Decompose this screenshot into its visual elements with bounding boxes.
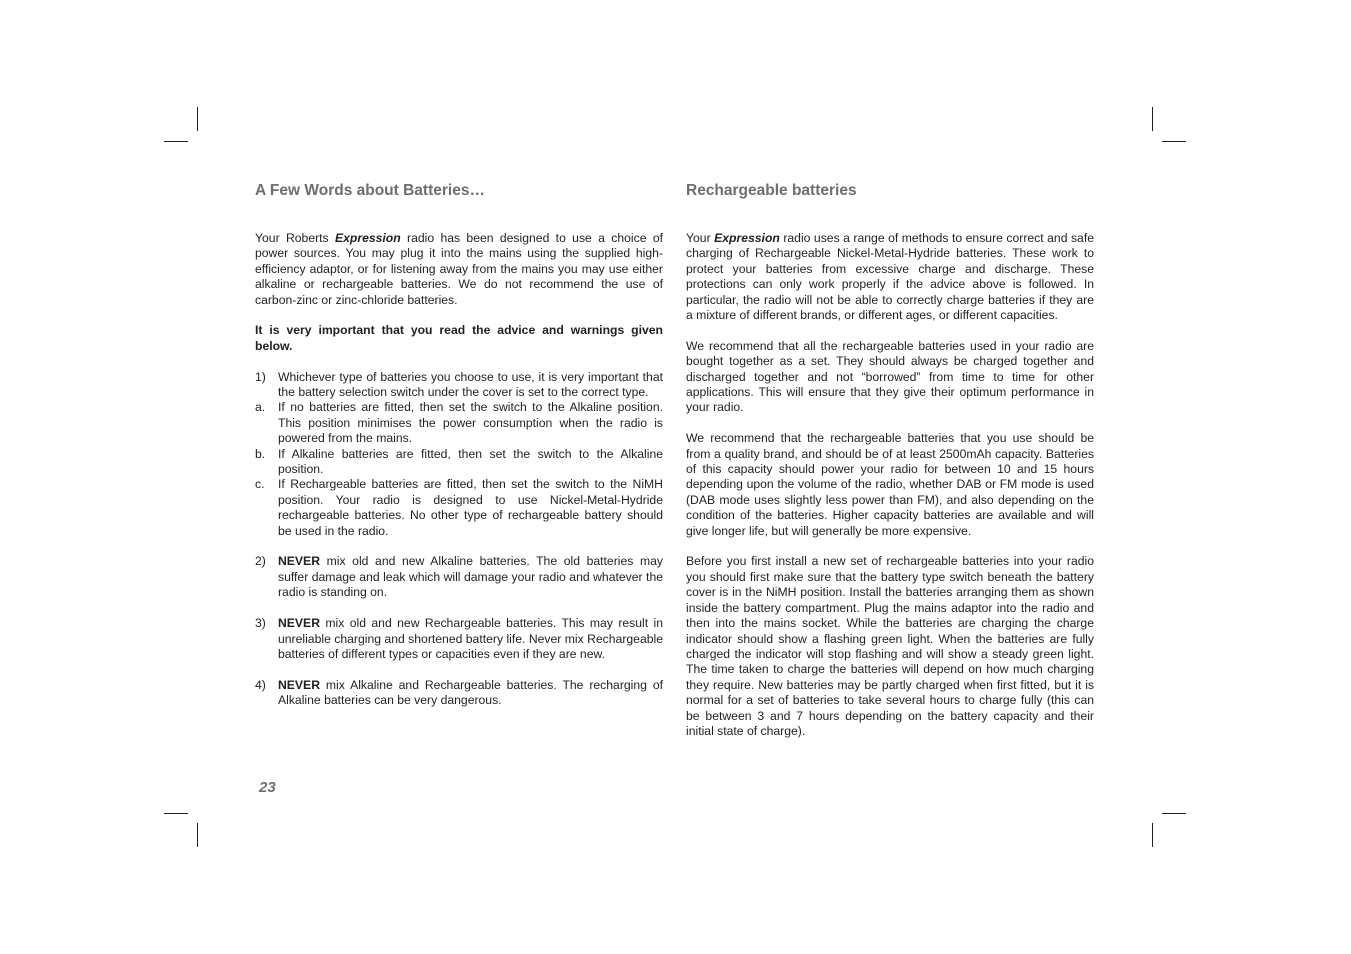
- warning-paragraph: [255, 323, 663, 354]
- never-label: NEVER: [278, 616, 320, 631]
- list-item-number: 2): [255, 554, 266, 569]
- intro-pre: Your Roberts: [255, 231, 335, 245]
- list-item-number: 3): [255, 616, 266, 631]
- list-item-text: [278, 554, 663, 600]
- crop-mark: [1162, 141, 1186, 142]
- list-item: [255, 400, 663, 446]
- product-name: Expression: [334, 231, 401, 245]
- list-item-body: mix old and new Rechargeable batteries. This may result in unreliable charging and shortened battery life. Never mix Rechargeable batteries of different types or capacities even if they are new.: [278, 616, 663, 661]
- paragraph-1: [686, 231, 1094, 323]
- list-item: [255, 554, 663, 600]
- page-number: 23: [259, 779, 276, 796]
- list-item-number: 1): [255, 369, 266, 384]
- crop-mark: [197, 823, 198, 847]
- list-item: [255, 477, 663, 539]
- crop-mark: [197, 107, 198, 131]
- intro-post: radio has been designed to use a choice of power sources. You may plug it into the mains using the supplied high-efficiency adaptor, or for listening away from the mains you may use either alkaline or rechargeable batteries. We do not recommend the use of carbon-zinc or zinc-chloride batteries.: [255, 231, 663, 307]
- right-heading: Rechargeable batteries: [686, 182, 857, 199]
- paragraph-4: Before you first install a new set of rechargeable batteries into your radio you should first make sure that the battery type switch beneath the battery cover is in the NiMH position. Install the batteries arranging them as shown inside the battery compartment. Plug the mains adaptor into the radio and then into the mains socket. While the batteries are charging the charge indicator should show a flashing green light. When the batteries are fully charged the indicator will stop flashing and will show a steady green light. The time taken to charge the batteries will depend on how much charging they require. New batteries may be partly charged when first fitted, but it is normal for a set of batteries to take several hours to charge fully (this can be between 3 and 7 hours depending on the battery capacity and their initial state of charge).: [686, 554, 1094, 738]
- list-item-number: b.: [255, 446, 266, 461]
- p1-pre: Your: [686, 231, 715, 245]
- warning-text: It is very important that you read the advice and warnings given below.: [255, 323, 663, 353]
- left-column: [255, 181, 663, 709]
- right-column: [686, 181, 1094, 739]
- crop-mark: [1152, 107, 1153, 131]
- paragraph-2: We recommend that all the rechargeable batteries used in your radio are bought together as a set. They should always be charged together and discharged together and not “borrowed” from time to time for other applications. This will ensure that they give their optimum performance in your radio.: [686, 338, 1094, 415]
- list-item-text: If no batteries are fitted, then set the switch to the Alkaline position. This position minimises the power consumption when the radio is powered from the mains.: [278, 400, 663, 446]
- never-label: NEVER: [278, 554, 320, 569]
- list-item-text: If Alkaline batteries are fitted, then set the switch to the Alkaline position.: [278, 446, 663, 477]
- list-item-body: mix Alkaline and Rechargeable batteries. The recharging of Alkaline batteries can be very dangerous.: [278, 677, 663, 708]
- list-item-text: [278, 678, 663, 709]
- left-heading: A Few Words about Batteries…: [255, 182, 485, 199]
- list-item-number: a.: [255, 400, 266, 415]
- list-item: [255, 678, 663, 709]
- never-label: NEVER: [278, 677, 320, 692]
- list-item: [255, 616, 663, 662]
- paragraph-3: We recommend that the rechargeable batteries that you use should be from a quality brand, and should be of at least 2500mAh capacity. Batteries of this capacity should power your radio for between 10 and 15 hours depending upon the volume of the radio, whether DAB or FM mode is used (DAB mode uses slightly less power than FM), and also depending on the condition of the batteries. Higher capacity batteries are available and will give longer life, but will generally be more expensive.: [686, 431, 1094, 538]
- list-item-text: [278, 616, 663, 662]
- list-item-text: If Rechargeable batteries are fitted, then set the switch to the NiMH position. Your radio is designed to use Nickel-Metal-Hydride rechargeable batteries. No other type of rechargeable battery should be used in the radio.: [278, 477, 663, 538]
- list-item: [255, 447, 663, 478]
- list-item-text: Whichever type of batteries you choose to use, it is very important that the battery selection switch under the cover is set to the correct type.: [278, 369, 663, 400]
- list-item-body: mix old and new Alkaline batteries. The old batteries may suffer damage and leak which will damage your radio and whatever the radio is standing on.: [278, 554, 663, 600]
- crop-mark: [1162, 813, 1186, 814]
- list-item-number: 4): [255, 677, 266, 692]
- list-item: [255, 370, 663, 401]
- crop-mark: [164, 141, 188, 142]
- list-item-number: c.: [255, 477, 265, 492]
- crop-mark: [1152, 823, 1153, 847]
- product-name: Expression: [714, 231, 780, 245]
- p1-post: radio uses a range of methods to ensure correct and safe charging of Rechargeable Nickel-Metal-Hydride batteries. These work to protect your batteries from excessive charge and discharge. These protections can only work properly if the advice above is followed. In particular, the radio will not be able to correctly charge batteries if they are a mixture of different brands, or different ages, or different capacities.: [686, 231, 1094, 323]
- intro-paragraph: [255, 231, 663, 308]
- crop-mark: [164, 813, 188, 814]
